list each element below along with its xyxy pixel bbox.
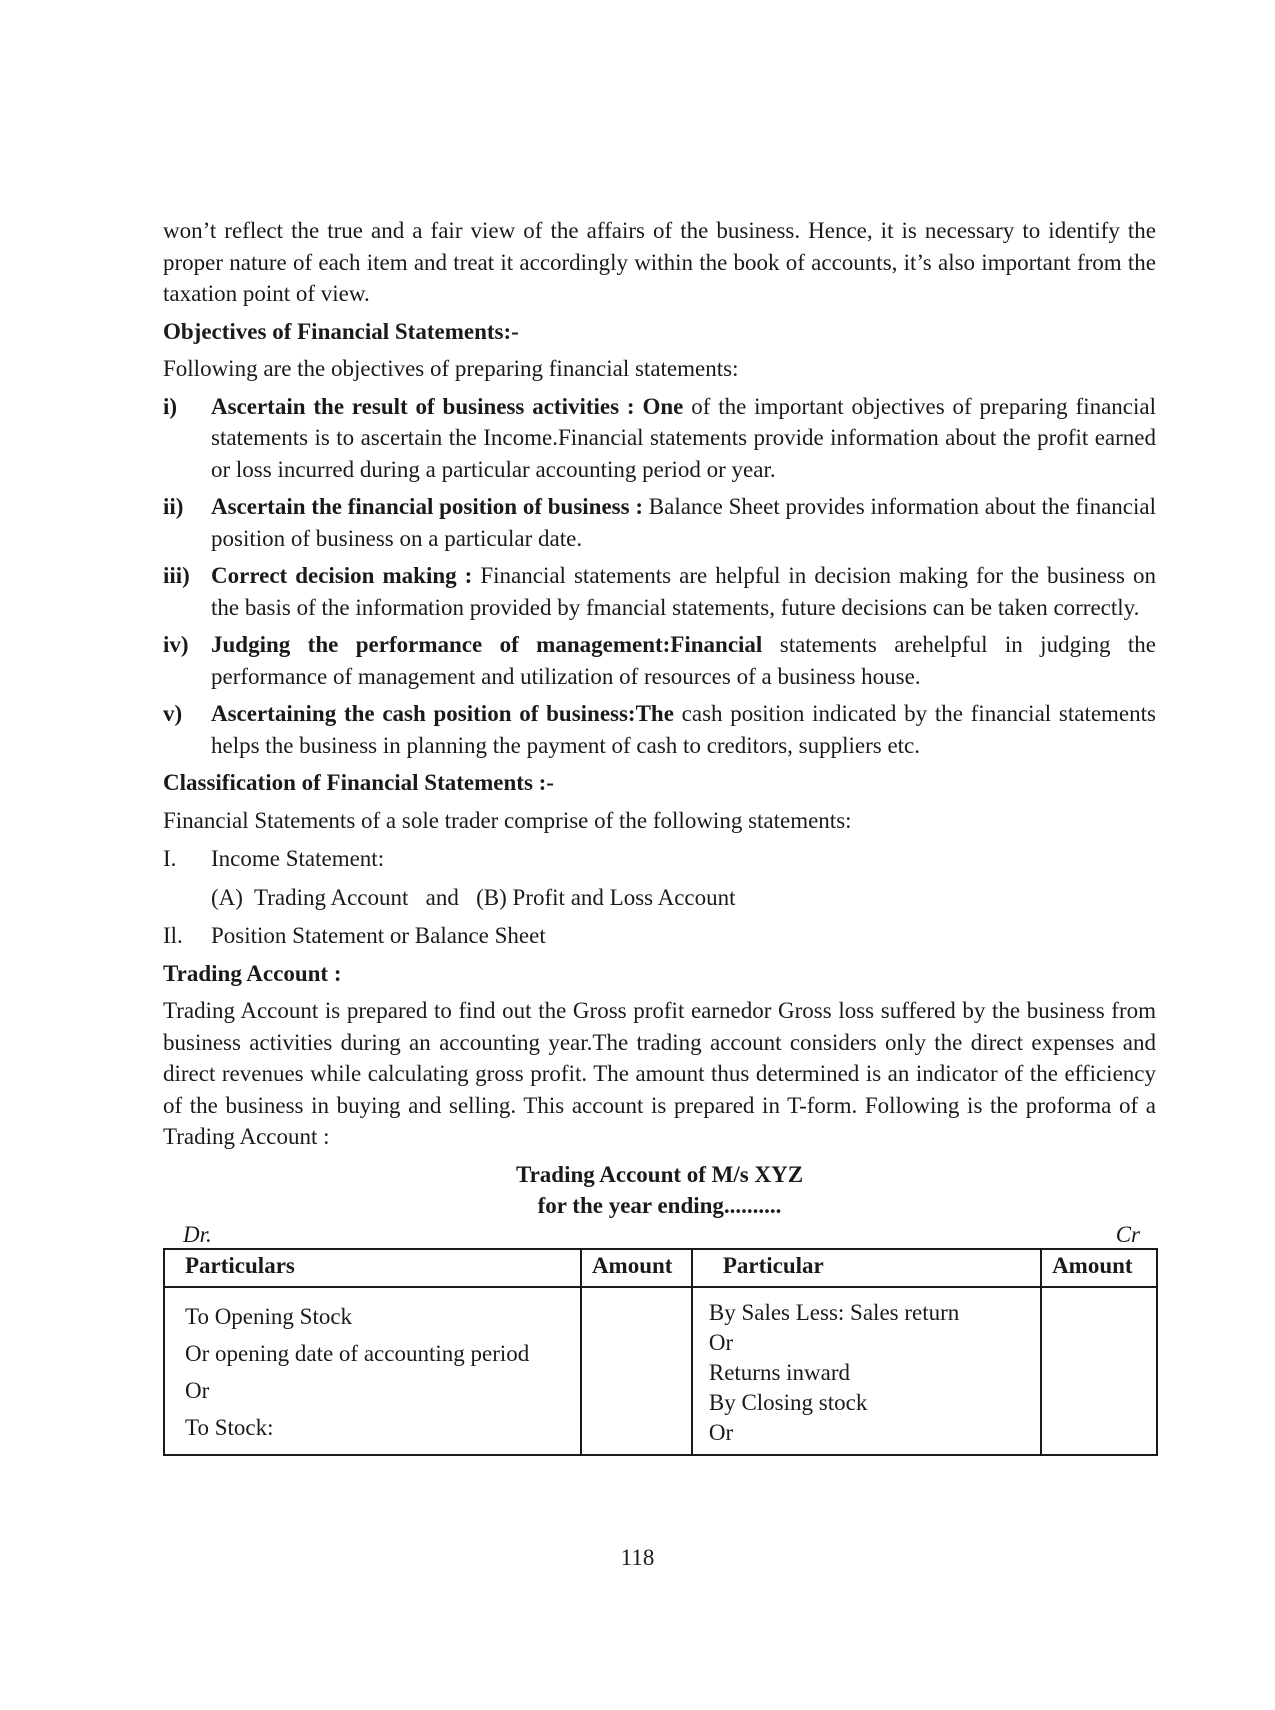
objective-text: Financial statements are helpful in decision making for the business on the basis of the information provided by fmancial statements, future decisions can be taken correctly. <box>211 563 1157 620</box>
objective-number: i) <box>163 393 178 419</box>
objective-item <box>163 391 1156 486</box>
classification-subitems <box>163 882 1156 914</box>
objective-text: of the important objectives of preparing financial statements is to ascertain the Income.Financial statements provide information about the profit earned or loss incurred during a particular accounting period or year. <box>211 393 1156 482</box>
debit-line: Or <box>185 1377 210 1403</box>
trading-account-table <box>163 1248 1158 1456</box>
debit-particulars-cell <box>164 1287 581 1455</box>
credit-line: By Sales Less: Sales return <box>708 1299 960 1325</box>
intro-paragraph: won’t reflect the true and a fair view of the affairs of the business. Hence, it is necessary to identify the proper nature of each item and treat it accordingly within the book of accounts, it’s also important from the taxation point of view. <box>163 218 1156 306</box>
dr-cr-labels <box>163 1221 1156 1247</box>
page-number: 118 <box>620 1545 655 1570</box>
objectives-intro: Following are the objectives of preparing financial statements: <box>163 356 739 381</box>
dr-label: Dr. <box>183 1221 212 1247</box>
header-particular: Particular <box>692 1249 1041 1287</box>
table-title <box>163 1159 1156 1222</box>
table-title-line1: Trading Account of M/s XYZ <box>515 1161 804 1187</box>
debit-line: To Stock: <box>185 1414 274 1440</box>
header-amount: Amount <box>581 1249 692 1287</box>
objective-body <box>211 629 1156 692</box>
credit-particulars-cell <box>692 1287 1041 1455</box>
table-header-row <box>164 1249 1157 1287</box>
objective-item <box>163 698 1156 761</box>
credit-amount-cell <box>1041 1287 1157 1455</box>
credit-line: Or <box>708 1329 734 1355</box>
objective-title: Ascertaining the cash position of business:The <box>211 701 674 726</box>
classification-item-income <box>163 843 1156 875</box>
debit-line: To Opening Stock <box>185 1303 353 1329</box>
trading-paragraph: Trading Account is prepared to find out the Gross profit earnedor Gross loss suffered by the business from business activities during an accounting year.The trading account considers only the direct expenses and direct revenues while calculating gross profit. The amount thus determined is an indicator of the efficiency of the business in buying and selling. This account is prepared in T-form. Following is the proforma of a Trading Account : <box>163 998 1156 1149</box>
header-particulars: Particulars <box>164 1249 581 1287</box>
objective-body <box>211 491 1156 554</box>
table-row <box>164 1287 1157 1455</box>
objective-title: Ascertain the financial position of business : <box>211 494 644 519</box>
classification-intro: Financial Statements of a sole trader comprise of the following statements: <box>163 807 852 833</box>
objective-body <box>211 391 1156 486</box>
debit-line: Or opening date of accounting period <box>185 1340 530 1366</box>
objective-body <box>211 560 1156 623</box>
debit-amount-cell <box>581 1287 692 1455</box>
objective-item <box>163 560 1156 623</box>
objective-number: iii) <box>163 563 190 588</box>
objective-text: cash position indicated by the financial statements helps the business in planning the payment of cash to creditors, suppliers etc. <box>211 701 1156 758</box>
page-content <box>163 215 1156 1456</box>
objective-title: Ascertain the result of business activities : One <box>211 393 684 419</box>
objective-number: iv) <box>163 632 189 657</box>
trading-heading: Trading Account : <box>163 960 342 986</box>
classification-text: Position Statement or Balance Sheet <box>211 923 546 948</box>
objective-title: Correct decision making : <box>211 563 473 588</box>
credit-line: Or <box>708 1419 734 1445</box>
subitem-trading-account: (A) Trading Account <box>211 884 409 910</box>
header-amount: Amount <box>1041 1249 1157 1287</box>
classification-number: Il. <box>163 923 183 948</box>
objectives-heading: Objectives of Financial Statements:- <box>163 318 519 344</box>
classification-text: Income Statement: <box>211 846 385 871</box>
classification-item-position <box>163 920 1156 952</box>
objective-item <box>163 629 1156 692</box>
objective-title: Judging the performance of management:Financial <box>211 632 763 657</box>
objective-text: Balance Sheet provides information about the financial position of business on a particular date. <box>211 494 1156 551</box>
classification-number: I. <box>163 846 177 871</box>
objective-text: statements arehelpful in judging the performance of management and utilization of resources of a business house. <box>211 632 1156 689</box>
classification-heading: Classification of Financial Statements :- <box>163 770 554 795</box>
objective-number: v) <box>163 701 183 726</box>
subitem-profit-loss: (B) Profit and Loss Account <box>476 884 736 910</box>
objective-item <box>163 491 1156 554</box>
credit-line: By Closing stock <box>708 1389 868 1415</box>
objective-number: ii) <box>163 494 184 519</box>
subitem-and: and <box>425 884 459 910</box>
credit-line: Returns inward <box>708 1359 851 1385</box>
objective-body <box>211 698 1156 761</box>
cr-label: Cr <box>1115 1221 1140 1247</box>
table-title-line2: for the year ending.......... <box>537 1193 782 1218</box>
